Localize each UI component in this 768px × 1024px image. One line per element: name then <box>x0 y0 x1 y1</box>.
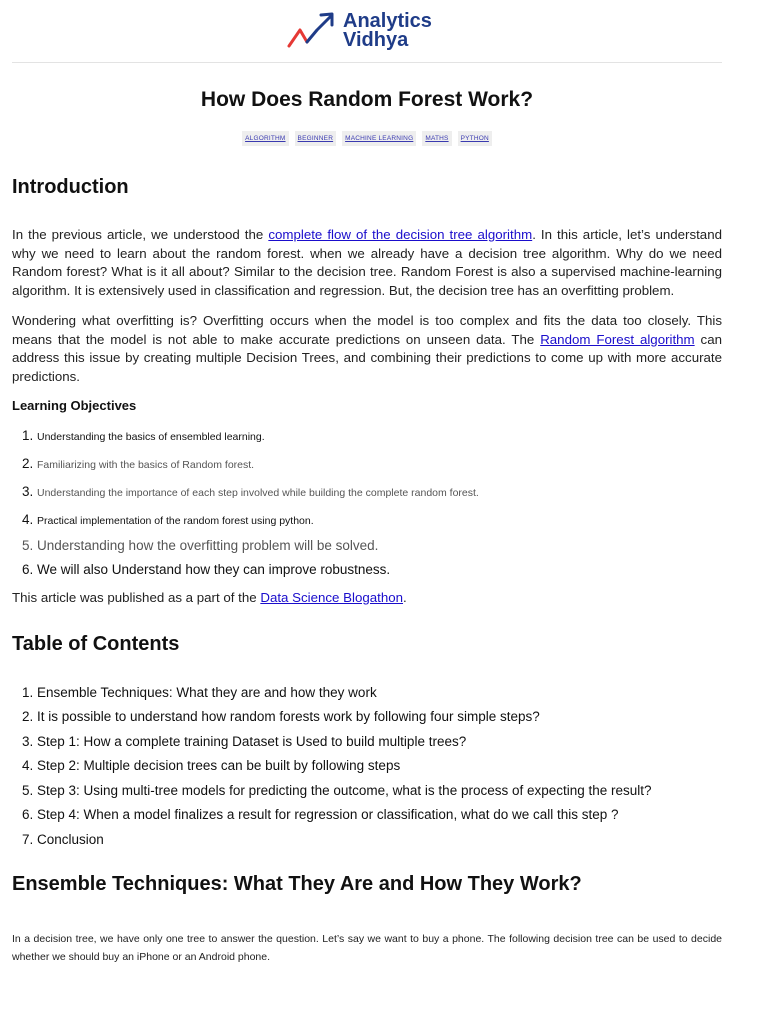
data-science-blogathon-link[interactable]: Data Science Blogathon <box>260 590 404 605</box>
toc-item[interactable]: 4. Step 2: Multiple decision trees can be built by following steps <box>37 757 722 775</box>
toc-item[interactable]: 1. Ensemble Techniques: What they are and how they work <box>37 684 722 702</box>
intro-paragraph-2 <box>12 312 722 386</box>
analytics-vidhya-logo[interactable] <box>287 10 432 52</box>
blogathon-note <box>12 589 722 608</box>
random-forest-algorithm-link[interactable]: Random Forest algorithm <box>540 331 695 347</box>
objective-item <box>37 483 722 502</box>
intro-paragraph-1 <box>12 226 722 300</box>
decision-tree-flow-link[interactable]: complete flow of the decision tree algorithm <box>268 227 533 242</box>
tag-algorithm[interactable]: ALGORITHM <box>242 131 288 146</box>
trend-arrow-icon <box>287 10 337 52</box>
objective-text: We will also Understand how they can improve robustness. <box>37 562 391 577</box>
learning-objectives-list <box>12 427 722 578</box>
article-page <box>12 0 722 966</box>
p1-text-before: In the previous article, we understood the <box>12 227 269 242</box>
p2-text-after: can address this issue by creating multiple Decision Trees, and combining their predictions to come up with more accurate predictions. <box>12 331 722 384</box>
tag-machine-learning[interactable]: MACHINE LEARNING <box>342 131 416 146</box>
learning-objectives-heading: Learning Objectives <box>12 398 137 413</box>
p1-text-after: . In this article, let’s understand why we need to learn about the random forest. when we already have a decision tree algorithm. Why do we need Random forest? What is it all about? Similar to the decision tree. Random Forest is also a supervised machine-learning algorithm. It is extensively used in classification and regression. But, the decision tree has an overfitting problem. <box>12 227 722 298</box>
logo-wordmark <box>343 12 432 50</box>
objective-text: Familiarizing with the basics of Random forest. <box>37 459 255 471</box>
toc-item[interactable]: 7. Conclusion <box>37 831 722 849</box>
objective-text: Understanding how the overfitting problem will be solved. <box>37 538 379 553</box>
logo-line1: Analytics <box>343 10 432 32</box>
logo-line2: Vidhya <box>343 29 409 51</box>
objective-item <box>37 561 722 578</box>
toc-item[interactable]: 2. It is possible to understand how random forests work by following four simple steps? <box>37 708 722 726</box>
toc-item[interactable]: 3. Step 1: How a complete training Dataset is Used to build multiple trees? <box>37 733 722 751</box>
tag-beginner[interactable]: BEGINNER <box>295 131 337 146</box>
tag-maths[interactable]: MATHS <box>422 131 451 146</box>
objective-item <box>37 537 722 554</box>
p2-text-before: Wondering what overfitting is? Overfitting occurs when the model is too complex and fits the data too closely. This means that the model is not able to make accurate predictions on unseen data. The <box>12 313 722 347</box>
table-of-contents-list <box>12 684 722 849</box>
toc-item[interactable]: 6. Step 4: When a model finalizes a result for regression or classification, what do we call this step ? <box>37 806 722 824</box>
objective-item <box>37 427 722 446</box>
page-title: How Does Random Forest Work? <box>200 88 534 111</box>
objective-text: Understanding the importance of each step involved while building the complete random forest. <box>37 487 479 499</box>
p3-text-after: . <box>403 590 407 605</box>
p3-text-before: This article was published as a part of the <box>12 590 261 605</box>
objective-text: Understanding the basics of ensembled learning. <box>37 431 265 443</box>
objective-item <box>37 455 722 474</box>
objective-text: Practical implementation of the random forest using python. <box>37 515 314 527</box>
tag-list <box>12 131 722 146</box>
objective-item <box>37 511 722 530</box>
ensemble-paragraph: In a decision tree, we have only one tree to answer the question. Let’s say we want to buy a phone. The following decision tree can be used to decide whether we should buy an iPhone or an Android phone. <box>12 932 722 963</box>
ensemble-techniques-heading: Ensemble Techniques: What They Are and How They Work? <box>12 872 582 895</box>
site-header <box>12 0 722 63</box>
toc-item[interactable]: 5. Step 3: Using multi-tree models for predicting the outcome, what is the process of expecting the result? <box>37 782 722 800</box>
introduction-heading: Introduction <box>12 176 129 198</box>
tag-python[interactable]: PYTHON <box>458 131 492 146</box>
table-of-contents-heading: Table of Contents <box>12 632 180 655</box>
